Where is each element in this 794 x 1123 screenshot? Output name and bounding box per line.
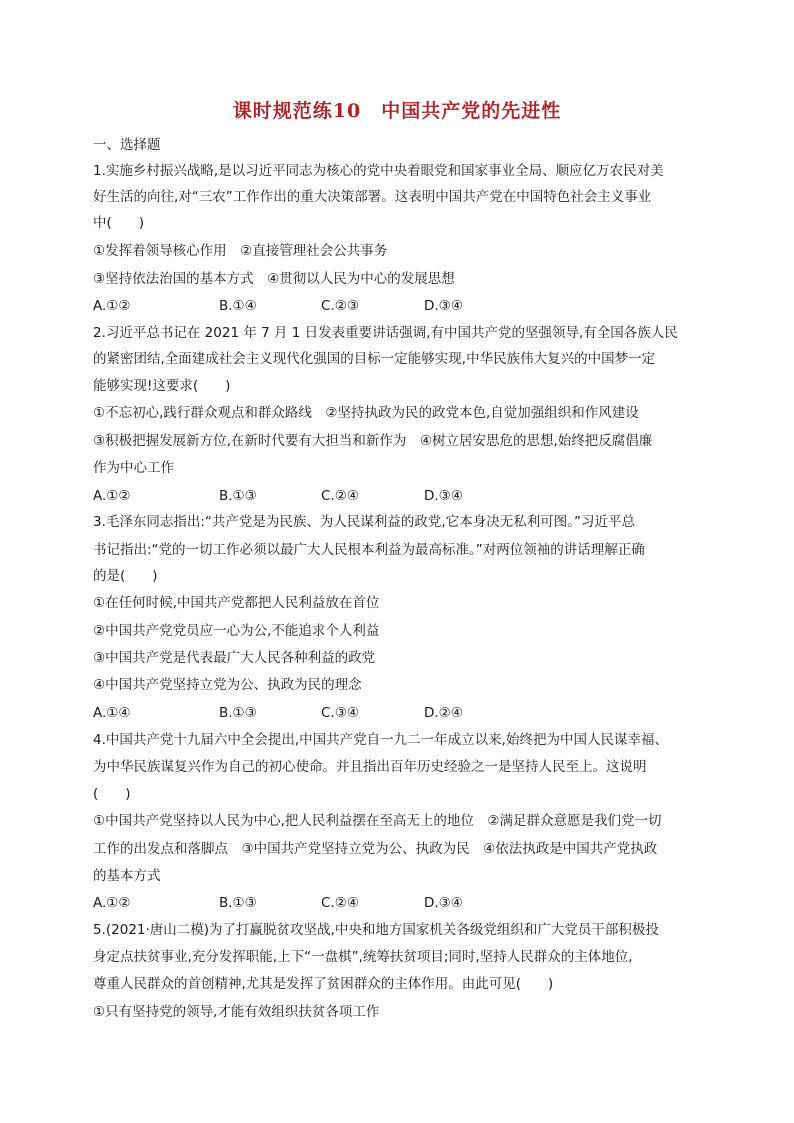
question-1-line-1: 1.实施乡村振兴战略,是以习近平同志为核心的党中央着眼党和国家事业全局、顺应亿万农民对美 — [93, 163, 664, 179]
question-3-line-1: 3.毛泽东同志指出:“共产党是为民族、为人民谋利益的政党,它本身决无私利可图。”习近平总 — [93, 514, 635, 530]
question-3-statement-3: ③中国共产党是代表最广大人民各种利益的政党 — [93, 650, 376, 666]
question-2-line-3: 能够实现!这要求( ) — [93, 378, 231, 394]
question-1-line-2: 好生活的向往,对“三农”工作作出的重大决策部署。这表明中国共产党在中国特色社会主义事业 — [93, 189, 652, 205]
question-5-line-1: 5.(2021·唐山二模)为了打赢脱贫攻坚战,中央和地方国家机关各级党组织和广大党员干部积极投 — [93, 922, 659, 938]
question-3-statement-4: ④中国共产党坚持立党为公、执政为民的理念 — [93, 677, 362, 693]
question-1-option-c: C.②③ — [321, 298, 359, 314]
question-4-option-b: B.①③ — [219, 895, 257, 911]
question-2-statement-3: 作为中心工作 — [93, 460, 174, 476]
question-1-option-d: D.③④ — [424, 298, 463, 314]
question-3-statement-2: ②中国共产党党员应一心为公,不能追求个人利益 — [93, 623, 380, 639]
question-5-statement-1: ①只有坚持党的领导,才能有效组织扶贫各项工作 — [93, 1004, 380, 1020]
question-4-option-c: C.②④ — [321, 895, 359, 911]
question-2-statement-1: ①不忘初心,践行群众观点和群众路线 ②坚持执政为民的政党本色,自觉加强组织和作风建设 — [93, 405, 639, 421]
question-3-option-c: C.③④ — [321, 705, 359, 721]
question-4-option-a: A.①② — [93, 895, 131, 911]
question-3-option-b: B.①③ — [219, 705, 257, 721]
question-2-line-1: 2.习近平总书记在 2021 年 7 月 1 日发表重要讲话强调,有中国共产党的坚强领导,有全国各族人民 — [93, 325, 678, 341]
question-4-statement-1: ①中国共产党坚持以人民为中心,把人民利益摆在至高无上的地位 ②满足群众意愿是我们党一切 — [93, 813, 662, 829]
question-3-line-2: 书记指出:“党的一切工作必须以最广大人民根本利益为最高标准。”对两位领袖的讲话理解正确 — [93, 542, 645, 558]
question-2-option-a: A.①② — [93, 488, 131, 504]
question-4-statement-3: 的基本方式 — [93, 868, 161, 884]
question-1-option-a: A.①② — [93, 298, 131, 314]
question-1-line-3: 中( ) — [93, 215, 145, 231]
question-3-statement-1: ①在任何时候,中国共产党都把人民利益放在首位 — [93, 595, 380, 611]
question-3-option-a: A.①④ — [93, 705, 131, 721]
question-2-line-2: 的紧密团结,全面建成社会主义现代化强国的目标一定能够实现,中华民族伟大复兴的中国梦一定 — [93, 351, 656, 367]
question-1-statement-1: ①发挥着领导核心作用 ②直接管理社会公共事务 — [93, 243, 388, 259]
question-4-line-1: 4.中国共产党十九届六中全会提出,中国共产党自一九二一年成立以来,始终把为中国人民谋幸福、 — [93, 732, 668, 748]
question-2-option-d: D.③④ — [424, 488, 463, 504]
question-2-option-b: B.①③ — [219, 488, 257, 504]
question-3-option-d: D.②④ — [424, 705, 463, 721]
question-3-line-3: 的是( ) — [93, 568, 158, 584]
question-1-option-b: B.①④ — [219, 298, 257, 314]
question-4-line-3: ( ) — [93, 786, 131, 802]
section-heading: 一、选择题 — [93, 137, 161, 153]
question-2-statement-2: ③积极把握发展新方位,在新时代要有大担当和新作为 ④树立居安思危的思想,始终把反腐倡廉 — [93, 433, 653, 449]
question-4-option-d: D.③④ — [424, 895, 463, 911]
question-5-line-3: 尊重人民群众的首创精神,尤其是发挥了贫困群众的主体作用。由此可见( ) — [93, 976, 554, 992]
question-4-statement-2: 工作的出发点和落脚点 ③中国共产党坚持立党为公、执政为民 ④依法执政是中国共产党执政 — [93, 841, 658, 857]
question-5-line-2: 身定点扶贫事业,充分发挥职能,上下“一盘棋”,统筹扶贫项目;同时,坚持人民群众的主体地位, — [93, 949, 633, 965]
page-title: 课时规范练10 中国共产党的先进性 — [232, 100, 562, 122]
question-2-option-c: C.②④ — [321, 488, 359, 504]
question-1-statement-2: ③坚持依法治国的基本方式 ④贯彻以人民为中心的发展思想 — [93, 271, 455, 287]
question-4-line-2: 为中华民族谋复兴作为自己的初心使命。并且指出百年历史经验之一是坚持人民至上。这说明 — [93, 759, 647, 775]
